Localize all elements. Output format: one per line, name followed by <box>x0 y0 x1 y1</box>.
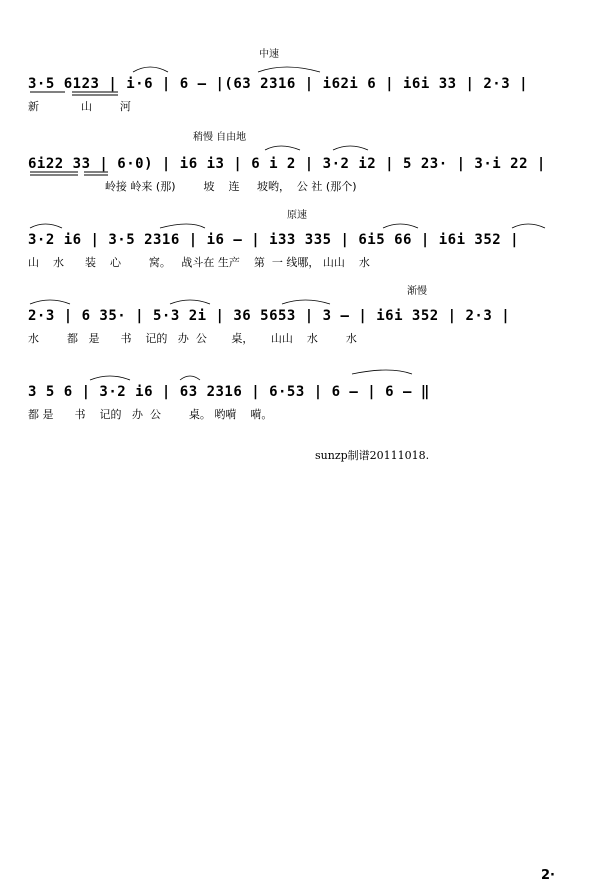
lyrics-line: 岭接 岭来 (那) 坡 连 坡哟， 公 社 (那个) <box>28 180 357 193</box>
notation-line: 2·3 | 6 35· | 5·3 2i | 36 5653 | 3 – | i6i 352 | 2·3 | <box>28 308 511 324</box>
lyrics-line: 新 山 河 <box>28 100 131 113</box>
notation-line: 6i22 33 | 6·0) | i6 i3 | 6 i 2 | 3·2 i2 | 5 23· | 3·i 22 | <box>28 156 546 172</box>
score-line-3 <box>28 224 576 274</box>
lyrics-line: 水 都 是 书 记的 办 公 桌， 山山 水 水 <box>28 332 357 345</box>
page-number: 2· <box>541 868 555 883</box>
score-line-4 <box>28 300 576 350</box>
tempo-marking: 渐慢 <box>407 286 427 297</box>
lyrics-line: 山 水 装 心 窝。 战斗在 生产 第 一 线哪， 山山 水 <box>28 256 370 269</box>
tempo-marking: 稍慢 自由地 <box>193 132 247 143</box>
tempo-marking: 中速 <box>259 49 279 60</box>
score-line-5 <box>28 376 576 426</box>
notation-line: 3·2 i6 | 3·5 2316 | i6 – | i33 335 | 6i5 66 | i6i 352 | <box>28 232 520 248</box>
notation-line: 3·5 6123 | i·6 | 6 – |(63 2316 | i62i 6 | i6i 33 | 2·3 | <box>28 76 529 92</box>
tempo-marking: 原速 <box>287 210 307 221</box>
notation-line: 3 5 6 | 3·2 i6 | 63 2316 | 6·53 | 6 – | 6 – ‖ <box>28 384 430 400</box>
lyrics-line: 都 是 书 记的 办 公 桌。 哟嗬 嗬。 <box>28 408 273 421</box>
score-line-2 <box>28 148 576 198</box>
score-line-1 <box>28 68 576 118</box>
footer-credit: sunzp制谱20111018. <box>315 449 430 462</box>
